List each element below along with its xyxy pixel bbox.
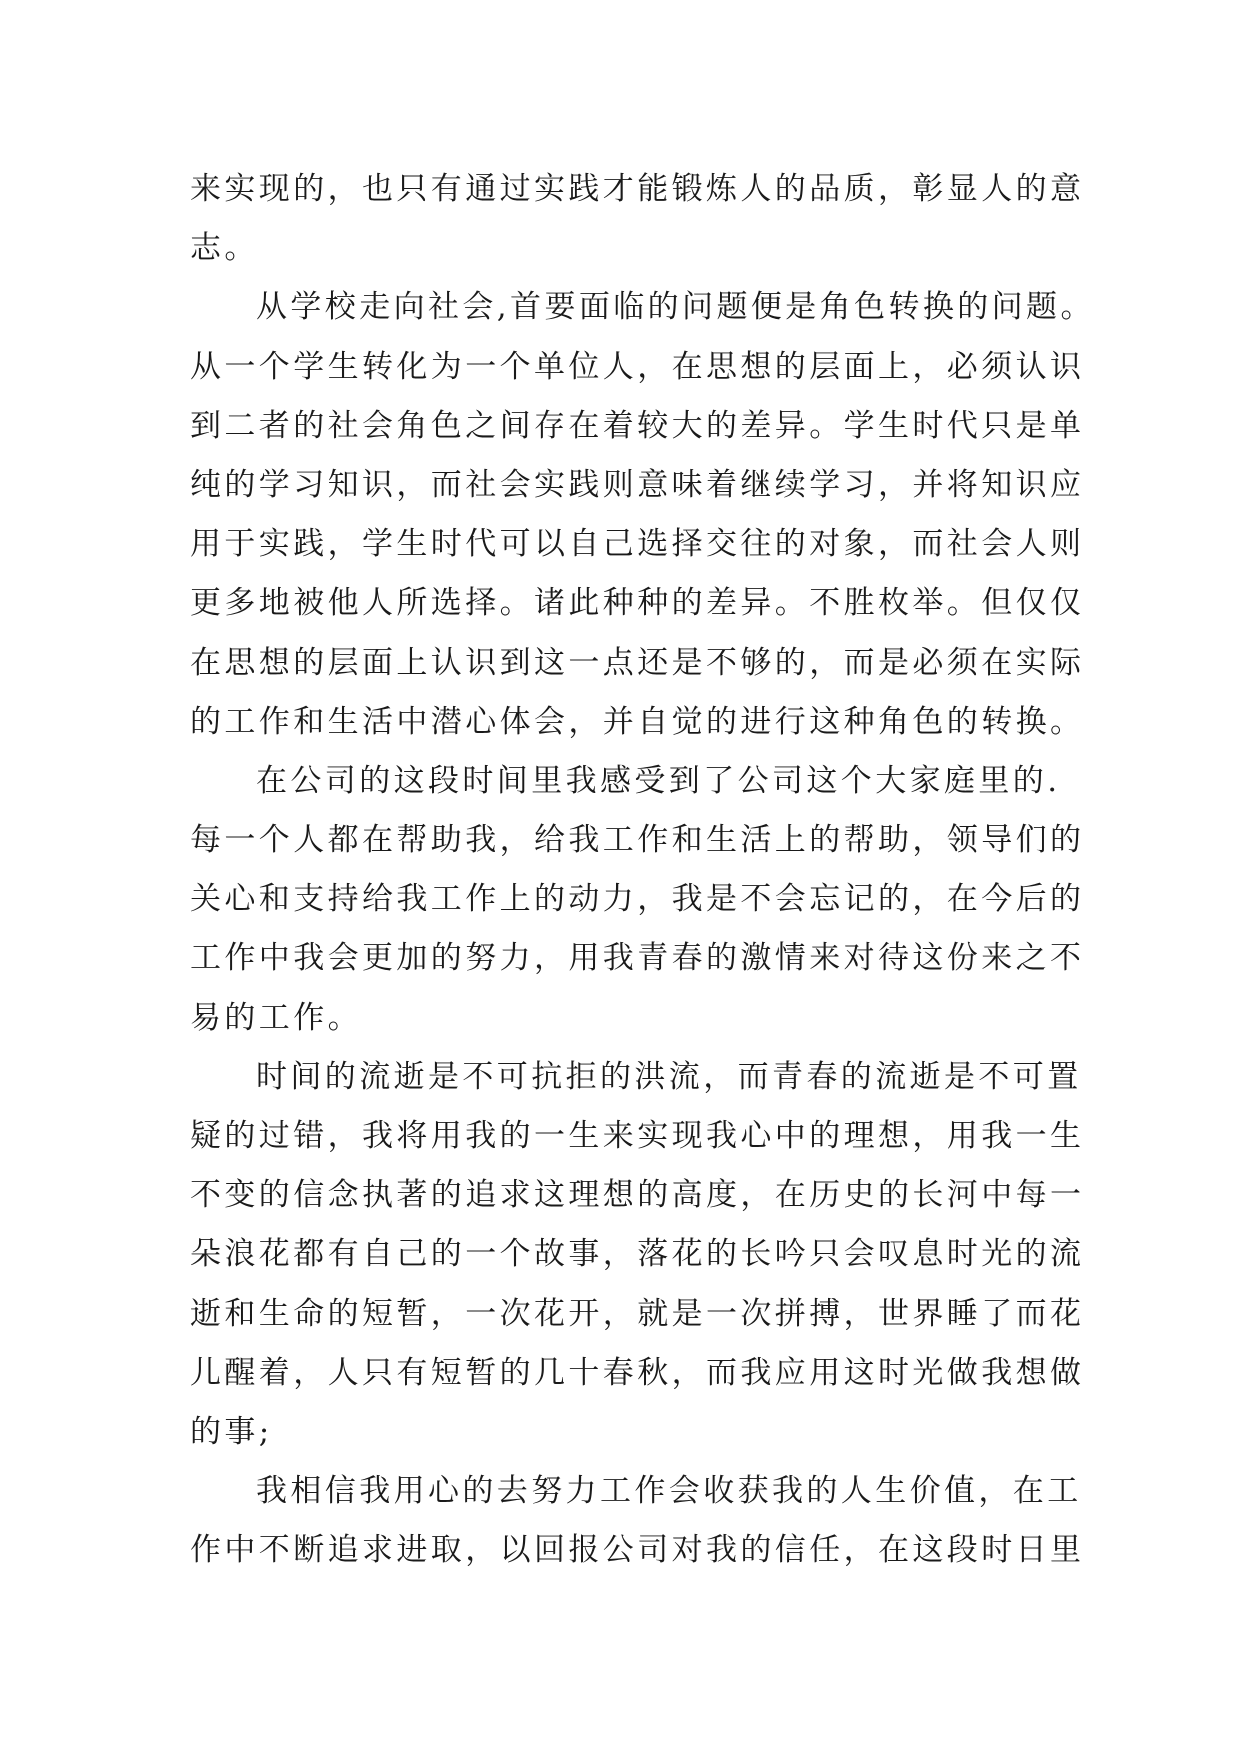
text-line: 我相信我用心的去努力工作会收获我的人生价值，在工 xyxy=(256,1473,1082,1510)
text-line: 易的工作。 xyxy=(190,999,362,1036)
text-line: 在公司的这段时间里我感受到了公司这个大家庭里的. xyxy=(256,762,1061,799)
text-line: 志。 xyxy=(190,230,259,267)
text-line: 不变的信念执著的追求这理想的高度，在历史的长河中每一 xyxy=(190,1177,1085,1214)
text-line: 在思想的层面上认识到这一点还是不够的，而是必须在实际 xyxy=(190,644,1085,681)
text-line: 更多地被他人所选择。诸此种种的差异。不胜枚举。但仅仅 xyxy=(190,585,1085,622)
text-line: 的工作和生活中潜心体会，并自觉的进行这种角色的转换。 xyxy=(190,703,1085,740)
paragraph xyxy=(190,278,1095,752)
document-body xyxy=(190,160,1095,1581)
text-line: 关心和支持给我工作上的动力，我是不会忘记的，在今后的 xyxy=(190,881,1085,918)
text-line: 儿醒着，人只有短暂的几十春秋，而我应用这时光做我想做 xyxy=(190,1354,1085,1391)
text-line: 工作中我会更加的努力，用我青春的激情来对待这份来之不 xyxy=(190,940,1085,977)
text-line: 的事; xyxy=(190,1413,273,1450)
text-line: 逝和生命的短暂，一次花开，就是一次拼搏，世界睡了而花 xyxy=(190,1295,1085,1332)
text-line: 疑的过错，我将用我的一生来实现我心中的理想，用我一生 xyxy=(190,1118,1085,1154)
text-line: 时间的流逝是不可抗拒的洪流，而青春的流逝是不可置 xyxy=(256,1058,1082,1095)
text-line: 用于实践，学生时代可以自己选择交往的对象，而社会人则 xyxy=(190,526,1085,563)
text-line: 从一个学生转化为一个单位人，在思想的层面上，必须认识 xyxy=(190,348,1085,385)
text-line: 每一个人都在帮助我，给我工作和生活上的帮助，领导们的 xyxy=(190,822,1085,859)
text-line: 作中不断追求进取，以回报公司对我的信任，在这段时日里 xyxy=(190,1532,1085,1569)
text-line: 从学校走向社会,首要面临的问题便是角色转换的问题。 xyxy=(256,289,1095,326)
paragraph xyxy=(190,1462,1085,1580)
text-line: 到二者的社会角色之间存在着较大的差异。学生时代只是单 xyxy=(190,407,1085,444)
paragraph xyxy=(190,752,1085,1048)
paragraph xyxy=(190,1048,1085,1462)
text-line: 纯的学习知识，而社会实践则意味着继续学习，并将知识应 xyxy=(190,466,1085,503)
paragraph xyxy=(190,160,1085,278)
text-line: 来实现的，也只有通过实践才能锻炼人的品质，彰显人的意 xyxy=(190,171,1085,207)
text-line: 朵浪花都有自己的一个故事，落花的长吟只会叹息时光的流 xyxy=(190,1236,1085,1273)
